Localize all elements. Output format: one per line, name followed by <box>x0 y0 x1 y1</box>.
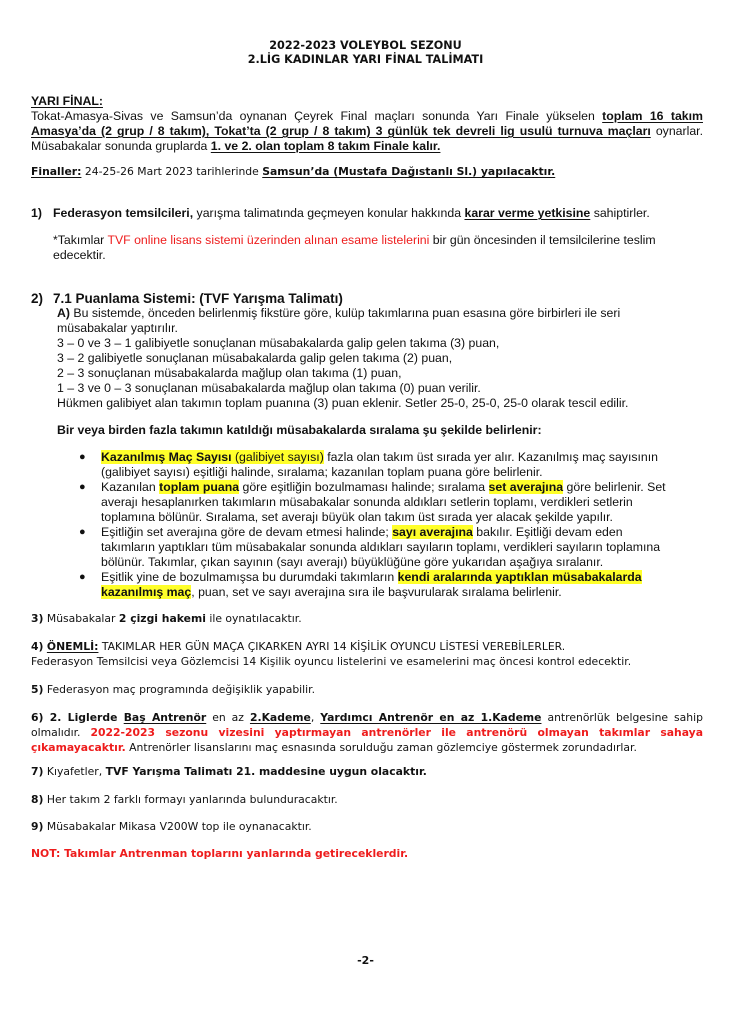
scoring-line: 3 – 0 ve 3 – 1 galibiyetle sonuçlanan müsabakalarda galip gelen takıma (3) puan, <box>57 336 500 350</box>
ranking-rule <box>31 570 671 600</box>
item-5-text: Federasyon maç programında değişiklik yapabilir. <box>43 683 316 696</box>
rule-2-highlight-2: set averajına <box>488 480 564 494</box>
rule-4-pre: Eşitlik yine de bozulmamışsa bu durumdaki takımların <box>101 570 398 584</box>
item-6-warning: 2022-2023 sezonu vizesini yaptırmayan antrenörler ile antrenörü olmayan takımlar sahaya çıkamayacaktır. <box>31 726 703 754</box>
item-3-number: 3) <box>31 612 44 625</box>
item-4 <box>31 639 703 669</box>
rule-3-post: bakılır. Eşitliği devam eden takımların yaptıkları tüm müsabakalar sonunda aldıkları sayıların toplamı, verdikleri sayıların toplamına bölünür. Takımlar, çıkan sayının (sayı averajı) büyüklüğüne göre yukarıdan aşağıya sıralanır. <box>101 525 661 569</box>
item-5-number: 5) <box>31 683 44 696</box>
rule-2-pre: Kazanılan <box>101 480 160 494</box>
item-7 <box>31 764 703 779</box>
item-4-number: 4) <box>31 640 44 653</box>
item-3-text-b: ile oynatılacaktır. <box>205 612 302 625</box>
item-6-t3: antrenörlük belgesine sahip olmalıdır. <box>31 711 703 739</box>
item-1-text-a: yarışma talimatında geçmeyen konular hakkında <box>193 206 465 220</box>
item-5 <box>31 682 703 697</box>
item-2-a-label: A) <box>57 306 70 320</box>
item-8 <box>31 792 703 807</box>
section-finaller <box>31 164 703 179</box>
ranking-rule <box>31 480 671 525</box>
yari-final-text-a: Tokat-Amasya-Sivas ve Samsun’da oynanan Çeyrek Final maçları sonunda Yarı Finale yükselen <box>31 109 603 123</box>
item-6-assistant-coach: Yardımcı Antrenör en az 1.Kademe <box>320 711 542 724</box>
rule-3-pre: Eşitliğin set averajına göre de devam etmesi halinde; <box>101 525 393 539</box>
item-3-text-a: Müsabakalar <box>43 612 119 625</box>
item-7-text: Kıyafetler, <box>43 765 106 778</box>
rule-1-highlight: Kazanılmış Maç Sayısı <box>101 450 232 464</box>
item-8-number: 8) <box>31 793 44 806</box>
title-instruction: 2.LİG KADINLAR YARI FİNAL TALİMATI <box>247 53 484 66</box>
item-9-text: Müsabakalar Mikasa V200W top ile oynanacaktır. <box>43 820 312 833</box>
item-2-body <box>31 306 677 411</box>
item-2-heading: 7.1 Puanlama Sistemi: (TVF Yarışma Talimatı) <box>53 291 343 306</box>
ranking-rule <box>31 450 671 480</box>
item-4-caps: TAKIMLAR HER GÜN MAÇA ÇIKARKEN AYRI 14 KİŞİLİK OYUNCU LİSTESİ VEREBİLERLER. <box>98 640 566 653</box>
item-7-regulation: TVF Yarışma Talimatı 21. maddesine uygun olacaktır. <box>105 765 427 778</box>
ranking-rule <box>31 525 671 570</box>
item-6-leagues: 2. Liglerde <box>43 711 124 724</box>
bullet-icon: ● <box>79 451 86 463</box>
rule-2-post: göre belirlenir. Set averajı hesaplanırken takımların müsabakalar sonunda aldıkları setlerin toplamı, verdikleri setlerin toplamına bölünür. Sıralama, set averajı büyük olan takım üst sırada yer alacak şekilde yapılır. <box>101 480 666 524</box>
item-2 <box>31 291 703 600</box>
item-6-t2: , <box>310 711 321 724</box>
item-3 <box>31 611 703 626</box>
item-6-head-coach: Baş Antrenör <box>123 711 207 724</box>
finaller-venue: Samsun’da (Mustafa Dağıstanlı Sl.) yapılacaktır. <box>262 165 556 178</box>
item-8-text: Her takım 2 farklı formayı yanlarında bulunduracaktır. <box>43 793 338 806</box>
item-6-t1: en az <box>206 711 250 724</box>
item-6-number: 6) <box>31 711 44 724</box>
rule-1-highlight-plain: (galibiyet sayısı) <box>231 450 324 464</box>
item-1 <box>31 206 703 263</box>
item-1-text-b: sahiptirler. <box>590 206 650 220</box>
item-1-note <box>31 233 673 263</box>
rule-4-highlight: kendi aralarında yaptıklan müsabakalarda kazanılmış maç <box>101 570 642 599</box>
rule-4-post: , puan, set ve sayı averajına sıra ile başvurularak sıralama belirlenir. <box>191 585 562 599</box>
scoring-line: Hükmen galibiyet alan takımın toplam puanına (3) puan eklenir. Setler 25-0, 25-0, 25-0 olarak tescil edilir. <box>57 396 629 410</box>
yari-final-teams: toplam 16 takım Amasya’da (2 grup / 8 takım), Tokat’ta (2 grup / 8 takım) 3 günlük tek devreli lig usulü turnuva maçları <box>31 109 703 138</box>
rule-2-mid: göre eşitliğin bozulmaması halinde; sıralama <box>239 480 489 494</box>
scoring-line: 3 – 2 galibiyetle sonuçlanan müsabakalarda galip gelen takıma (2) puan, <box>57 351 453 365</box>
yari-final-text-c: oynarlar. Müsabakalar sonunda gruplarda <box>31 124 703 153</box>
item-6-level-2: 2.Kademe <box>249 711 311 724</box>
item-2-a-text: Bu sistemde, önceden belirlenmiş fikstüre göre, kulüp takımlarına puan esasına göre birbirleri ile seri müsabakalar yaptırılır. <box>57 306 621 335</box>
finaller-date: 24-25-26 Mart 2023 tarihlerinde <box>81 165 263 178</box>
ranking-heading: Bir veya birden fazla takımın katıldığı müsabakalarda sıralama şu şekilde belirlenir: <box>57 423 542 437</box>
item-6-t4: Antrenörler lisanslarını maç esnasında sorulduğu zaman gözlemciye göstermek zorundadırlar. <box>125 741 637 754</box>
item-1-authority: karar verme yetkisine <box>464 206 591 220</box>
page-number: -2- <box>357 954 374 967</box>
ranking-rules-list <box>31 450 671 600</box>
bullet-icon: ● <box>79 526 86 538</box>
item-3-referees: 2 çizgi hakemi <box>118 612 206 625</box>
rule-1-text: fazla olan takım üst sırada yer alır. Kazanılmış maç sayısının (galibiyet sayısı) eşitliği halinde, sıralama; kazanılan toplam puana göre belirlenir. <box>101 450 659 479</box>
item-1-subject: Federasyon temsilcileri, <box>53 206 194 220</box>
rule-2-highlight-1: toplam puana <box>159 480 240 494</box>
item-1-note-a: *Takımlar <box>53 233 108 247</box>
bullet-icon: ● <box>79 481 86 493</box>
item-2-number: 2) <box>31 291 44 306</box>
bullet-icon: ● <box>79 571 86 583</box>
yari-final-heading: YARI FİNAL: <box>31 94 103 108</box>
title-season: 2022-2023 VOLEYBOL SEZONU <box>269 39 462 52</box>
yari-final-qualify: 1. ve 2. olan toplam 8 takım Finale kalır. <box>210 139 441 153</box>
finaller-label: Finaller: <box>31 165 82 178</box>
section-yari-final <box>31 94 703 154</box>
document-header <box>0 39 731 67</box>
yari-final-paragraph <box>31 109 703 154</box>
item-9 <box>31 819 703 834</box>
item-1-note-red: TVF online lisans sistemi üzerinden alınan esame listelerini <box>107 233 430 247</box>
item-7-number: 7) <box>31 765 44 778</box>
training-ball-note: NOT: Takımlar Antrenman toplarını yanlarında getireceklerdir. <box>31 847 409 860</box>
scoring-line: 1 – 3 ve 0 – 3 sonuçlanan müsabakalarda mağlup olan takıma (0) puan verilir. <box>57 381 481 395</box>
item-4-line-2: Federasyon Temsilcisi veya Gözlemcisi 14 Kişilik oyuncu listelerini ve esamelerini maç öncesi kontrol edecektir. <box>31 655 632 668</box>
rule-3-highlight: sayı averajına <box>392 525 473 539</box>
item-1-number: 1) <box>31 206 42 220</box>
item-1-note-b: bir gün öncesinden il temsilcilerine teslim edecektir. <box>53 233 656 262</box>
item-6 <box>31 710 703 755</box>
scoring-line: 2 – 3 sonuçlanan müsabakalarda mağlup olan takıma (1) puan, <box>57 366 402 380</box>
item-9-number: 9) <box>31 820 44 833</box>
item-4-important-label: ÖNEMLİ: <box>46 640 99 653</box>
